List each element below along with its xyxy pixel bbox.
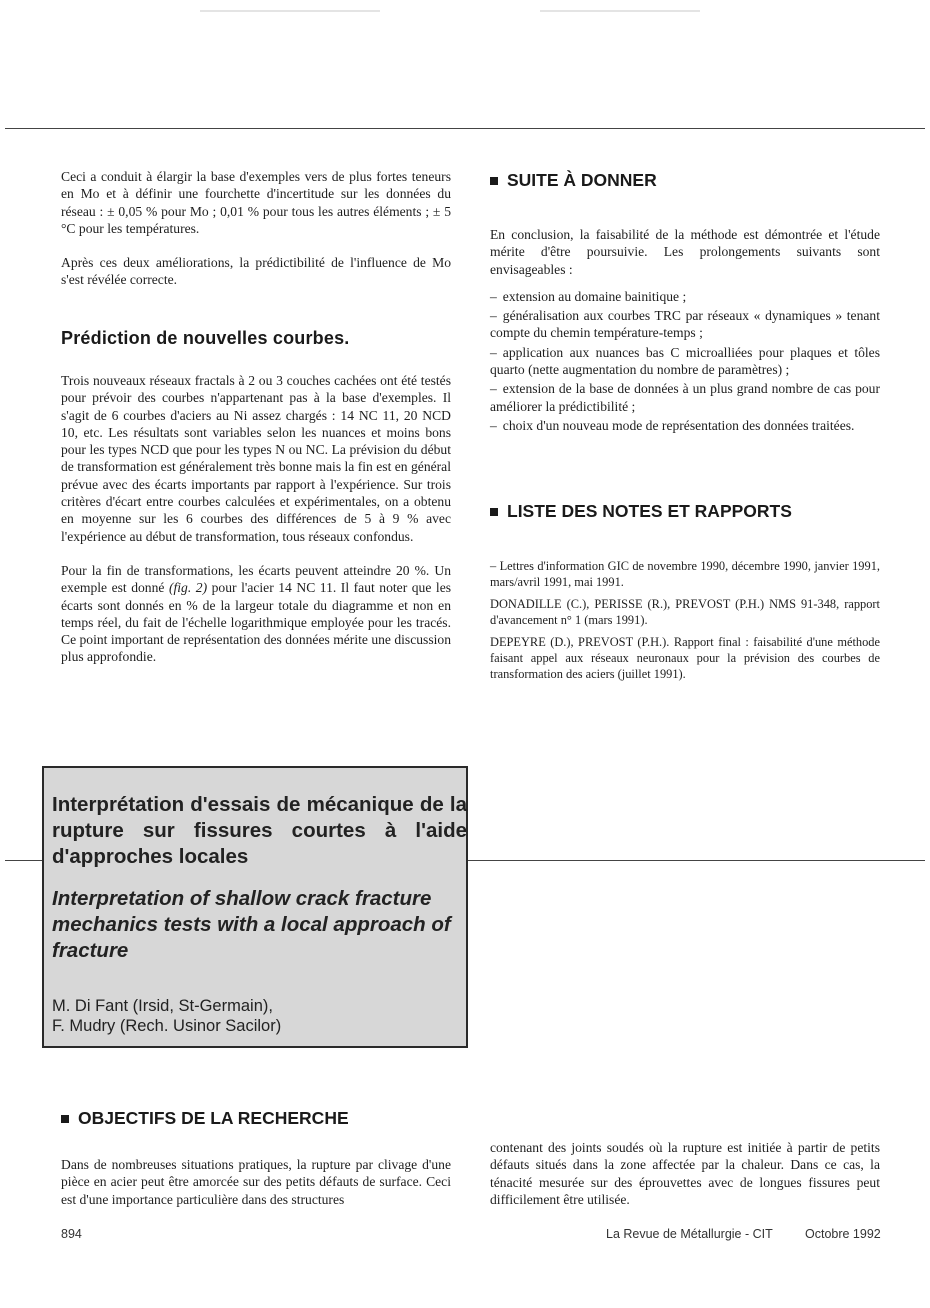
heading-notes-label: LISTE DES NOTES ET RAPPORTS: [507, 501, 792, 521]
issue-date: Octobre 1992: [805, 1227, 881, 1241]
square-bullet-icon: [61, 1115, 69, 1123]
objectifs-left-text: [61, 1156, 451, 1208]
suite-list: [490, 288, 880, 434]
article-authors: [52, 996, 452, 1036]
right-column: [490, 226, 880, 436]
subheading-prediction: Prédiction de nouvelles courbes.: [61, 328, 350, 348]
dash-icon: –: [490, 344, 497, 360]
list-item: [490, 307, 880, 342]
suite-intro: En conclusion, la faisabilité de la méthode est démontrée et l'étude mérite d'être poursuivie. Les prolongements suivants sont envisageables :: [490, 227, 880, 277]
heading-suite-label: SUITE À DONNER: [507, 170, 657, 190]
box-left-rule: [5, 860, 42, 861]
list-item-text: choix d'un nouveau mode de représentation des données traitées.: [502, 417, 855, 433]
top-rule: [5, 128, 925, 129]
objectifs-right-text: [490, 1139, 880, 1208]
square-bullet-icon: [490, 177, 498, 185]
left-column-body: [61, 372, 451, 666]
heading-objectifs: [61, 1108, 349, 1129]
list-item: [490, 417, 880, 434]
dash-icon: –: [490, 417, 497, 433]
reference-3: DEPEYRE (D.), PREVOST (P.H.). Rapport final : faisabilité d'une méthode faisant appel aux réseaux neuronaux pour la prévision des courbes de transformation des aciers (juillet 1991).: [490, 635, 880, 681]
dash-icon: –: [490, 308, 497, 324]
article-title-french: Interprétation d'essais de mécanique de la rupture sur fissures courtes à l'aide d'approches locales: [52, 793, 467, 868]
objectifs-paragraph-end: contenant des joints soudés où la rupture est initiée à partir de petits défauts situés dans la zone affectée par la chaleur. Dans ce cas, la ténacité mesurée sur des éprouvettes avec de longues fissures peut difficilement être utilisée.: [490, 1140, 880, 1207]
list-item-text: extension au domaine bainitique ;: [502, 288, 687, 304]
left-column: [61, 168, 451, 289]
author-1: M. Di Fant (Irsid, St-Germain),: [52, 997, 273, 1015]
references: [490, 558, 880, 682]
heading-objectifs-label: OBJECTIFS DE LA RECHERCHE: [78, 1108, 349, 1128]
objectifs-paragraph-start: Dans de nombreuses situations pratiques, la rupture par clivage d'une pièce en acier peut être amorcée sur des petits défauts de surface. Ceci est d'une importance particulière dans des structures: [61, 1157, 451, 1207]
intro-paragraph-2: Après ces deux améliorations, la prédictibilité de l'influence de Mo s'est révélée correcte.: [61, 255, 451, 288]
body-paragraph-2: [61, 562, 451, 666]
journal-name: La Revue de Métallurgie - CIT: [606, 1227, 773, 1241]
list-item-text: généralisation aux courbes TRC par réseaux « dynamiques » tenant compte du chemin température-temps ;: [490, 308, 880, 341]
figure-reference-link[interactable]: (fig. 2): [168, 580, 208, 596]
author-2: F. Mudry (Rech. Usinor Sacilor): [52, 1017, 282, 1035]
square-bullet-icon: [490, 508, 498, 516]
body-paragraph-2-start: Pour la fin de transformations, les écarts peuvent atteindre 20 %. Un exemple est donné: [61, 562, 451, 596]
list-item-text: extension de la base de données à un plus grand nombre de cas pour améliorer la prédictibilité ;: [490, 381, 880, 414]
article-title-english: Interpretation of shallow crack fracture mechanics tests with a local approach of fracture: [52, 887, 451, 962]
box-right-rule: [468, 860, 925, 861]
intro-paragraph-1: Ceci a conduit à élargir la base d'exemples vers de plus fortes teneurs en Mo et à définir une fourchette d'incertitude sur les données du réseau : ± 0,05 % pour Mo ; 0,01 % pour tous les autres éléments ; ± 5 °C pour les températures.: [61, 169, 451, 236]
heading-suite-a-donner: [490, 170, 657, 191]
reference-1: – Lettres d'information GIC de novembre 1990, décembre 1990, janvier 1991, mars/avril 1991, mai 1991.: [490, 559, 880, 589]
dash-icon: –: [490, 288, 497, 304]
list-item: [490, 380, 880, 415]
list-item: [490, 288, 880, 305]
heading-liste-notes: [490, 501, 792, 522]
list-item-text: application aux nuances bas C microalliées pour plaques et tôles quarto (nette augmentation du nombre de paramètres) ;: [490, 344, 880, 378]
list-item: [490, 344, 880, 379]
dash-icon: –: [490, 381, 497, 397]
article-title-box: [42, 766, 468, 1048]
reference-2: DONADILLE (C.), PERISSE (R.), PREVOST (P.H.) NMS 91-348, rapport d'avancement n° 1 (mars 1991).: [490, 597, 880, 627]
scan-artifact: [200, 10, 380, 12]
body-paragraph-2-end: pour l'acier 14 NC 11. Il faut noter que les écarts sont donnés en % de la largeur totale du diagramme et non en temps réel, du fait de l'échelle logarithmique employée pour les tracés. Ce point important de représentation des données mérite une discussion plus approfondie.: [61, 580, 452, 665]
page-number: 894: [61, 1227, 82, 1241]
scan-artifact: [540, 10, 700, 12]
body-paragraph-1: Trois nouveaux réseaux fractals à 2 ou 3 couches cachées ont été testés pour prévoir des courbes n'appartenant pas à la base d'exemples. Il s'agit de 6 courbes d'aciers au Ni assez chargés : 14 NC 11, 20 NCD 10, etc. Les résultats sont variables selon les nuances et moins bons pour les types NCD que pour les types N ou NC. La prévision du début de transformation est généralement très bonne mais la fin est en général prévue avec des écarts importants par rapport à l'expérience. Sur trois critères d'écart entre courbes calculées et expérimentales, on a obtenu en moyenne sur les 6 courbes des différences de 5 à 9 % avec l'expérience au début de transformation, tous réseaux confondus.: [61, 373, 451, 544]
